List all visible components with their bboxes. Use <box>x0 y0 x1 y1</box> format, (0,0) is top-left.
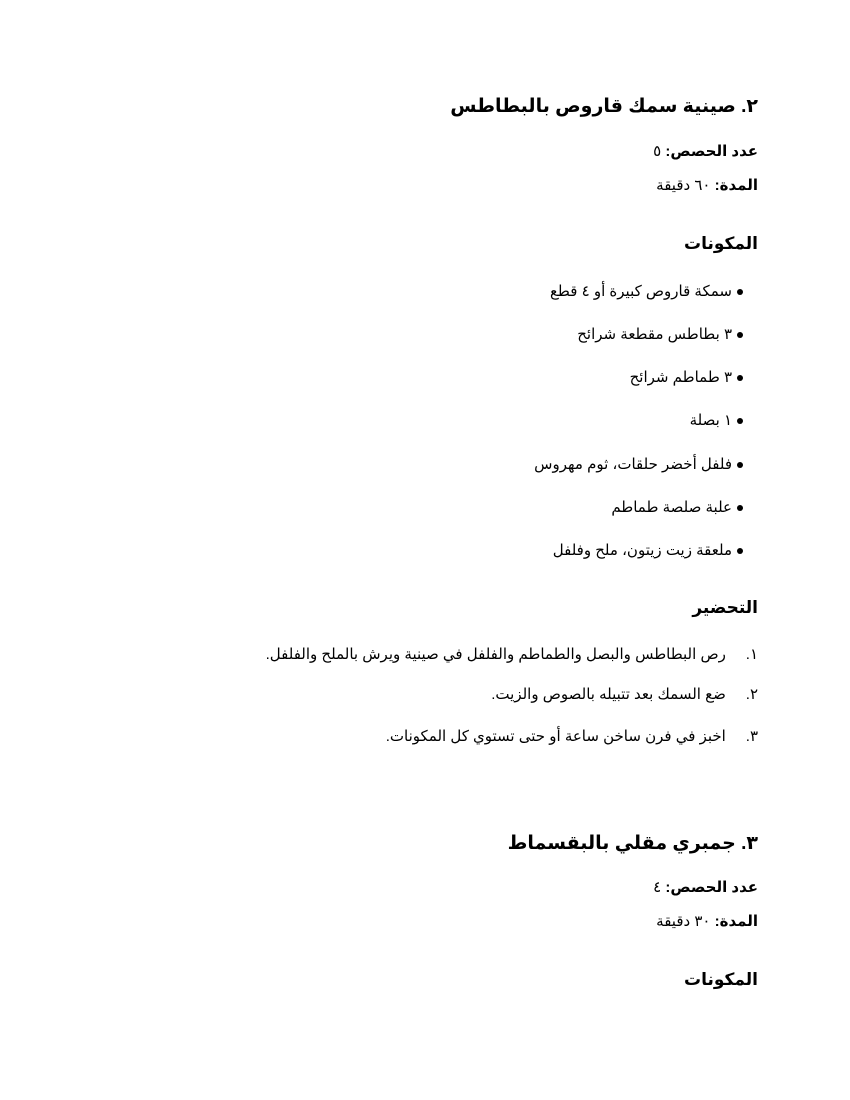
bullet-icon <box>737 418 743 424</box>
step-number: ٣. <box>745 728 758 745</box>
duration-value: ٦٠ دقيقة <box>656 177 711 194</box>
ingredient-text: ٣ طماطم شرائح <box>629 369 732 386</box>
duration-line <box>656 176 758 194</box>
recipe-title: ٣. جمبري مقلي بالبقسماط <box>507 833 758 854</box>
bullet-icon <box>737 332 743 338</box>
bullet-icon <box>737 505 743 511</box>
step-text: رص البطاطس والبصل والطماطم والفلفل في صينية ويرش بالملح والفلفل. <box>265 646 726 663</box>
step-number: ٢. <box>745 686 758 703</box>
servings-line <box>653 878 758 896</box>
ingredient-text: علبة صلصة طماطم <box>611 499 732 516</box>
list-item <box>386 727 758 745</box>
ingredient-text: فلفل أخضر حلقات، ثوم مهروس <box>534 456 732 473</box>
duration-line <box>656 912 758 930</box>
ingredient-text: ١ بصلة <box>689 412 732 429</box>
step-number: ١. <box>745 646 758 663</box>
servings-label: عدد الحصص: <box>665 143 758 160</box>
recipe-title: ٢. صينية سمك قاروص بالبطاطس <box>450 96 758 117</box>
list-item <box>491 685 758 703</box>
bullet-icon <box>737 548 743 554</box>
bullet-icon <box>737 375 743 381</box>
servings-value: ٤ <box>653 879 662 896</box>
servings-line <box>653 142 758 160</box>
servings-label: عدد الحصص: <box>665 879 758 896</box>
ingredient-text: ملعقة زيت زيتون، ملح وفلفل <box>552 542 732 559</box>
ingredient-text: سمكة قاروص كبيرة أو ٤ قطع <box>549 283 732 300</box>
ingredients-heading: المكونات <box>683 234 758 253</box>
duration-value: ٣٠ دقيقة <box>656 913 711 930</box>
preparation-heading: التحضير <box>692 598 758 617</box>
step-text: ضع السمك بعد تتبيله بالصوص والزيت. <box>491 686 726 703</box>
list-item <box>266 645 758 663</box>
duration-label: المدة: <box>714 913 758 930</box>
servings-value: ٥ <box>653 143 662 160</box>
bullet-icon <box>737 289 743 295</box>
step-text: اخبز في فرن ساخن ساعة أو حتى تستوي كل المكونات. <box>385 728 726 745</box>
ingredient-text: ٣ بطاطس مقطعة شرائح <box>577 326 732 343</box>
duration-label: المدة: <box>714 177 758 194</box>
ingredients-heading: المكونات <box>683 970 758 989</box>
bullet-icon <box>737 462 743 468</box>
